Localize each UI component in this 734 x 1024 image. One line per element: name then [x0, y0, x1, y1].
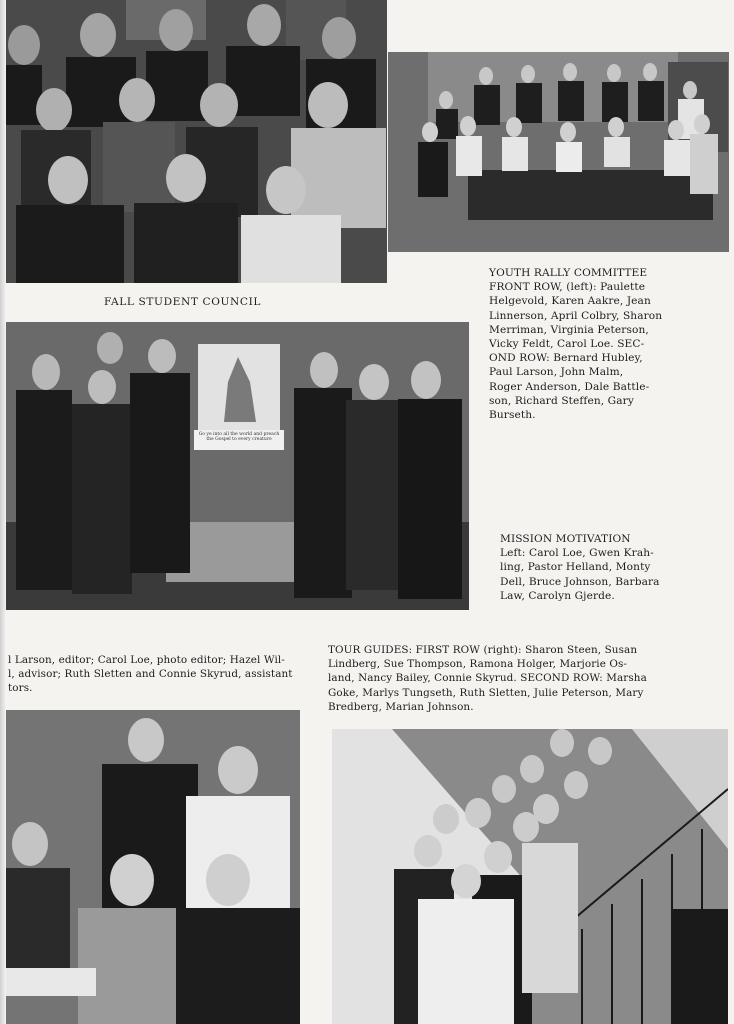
photo-fall-student-council: [6, 0, 387, 283]
caption-tour-guides: TOUR GUIDES: FIRST ROW (right): Sharon Steen, Susan Lindberg, Sue Thompson, Ramona Holger, Marjorie Os- land, Nancy Bailey, Connie Skyrud. SECOND ROW: Marsha Goke, Marlys Tungseth, Ruth Sletten, Julie Peterson, Mary Bredberg, Marian Johnson.: [328, 644, 647, 713]
poster-verse-text: Go ye into all the world and preach the Gospel to every creature: [198, 432, 280, 442]
caption-youth-rally-committee: YOUTH RALLY COMMITTEE FRONT ROW, (left): Paulette Helgevold, Karen Aakre, Jean Linnerson, April Colbry, Sharon Merriman, Virginia Peterson, Vicky Feldt, Carol Loe. SEC- OND ROW: Bernard Hubley, Paul Larson, John Malm, Roger Anderson, Dale Battle- son, Richard Steffen, Gary Burseth.: [489, 267, 663, 422]
caption-staff: l Larson, editor; Carol Loe, photo editor; Hazel Wil- l, advisor; Ruth Sletten and Connie Skyrud, assistant tors.: [8, 654, 293, 695]
caption-fall-student-council-title: FALL STUDENT COUNCIL: [104, 296, 262, 308]
photo-youth-rally-committee: [388, 52, 729, 252]
photo-mission-motivation: [6, 322, 469, 610]
caption-mission-motivation: MISSION MOTIVATION Left: Carol Loe, Gwen Krah- ling, Pastor Helland, Monty Dell, Bruce Johnson, Barbara Law, Carolyn Gjerde.: [500, 533, 660, 602]
photo-staff: [6, 710, 300, 1024]
photo-tour-guides: [332, 729, 728, 1024]
